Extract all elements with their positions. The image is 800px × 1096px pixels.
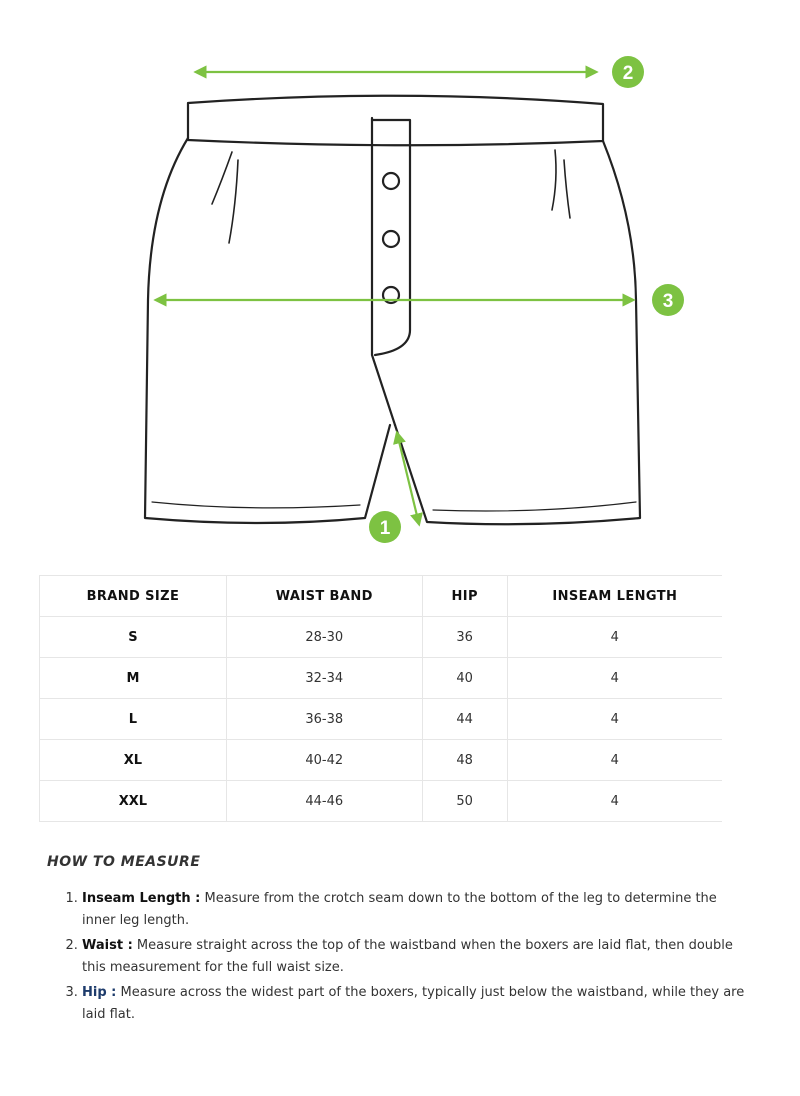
cell-waist-band: 32-34 bbox=[226, 658, 422, 699]
table-row bbox=[40, 617, 723, 658]
term-hip: Hip : bbox=[82, 985, 117, 1000]
table-row bbox=[40, 658, 723, 699]
table-row bbox=[40, 740, 723, 781]
header-hip: HIP bbox=[422, 576, 507, 617]
cell-waist-band: 40-42 bbox=[226, 740, 422, 781]
svg-text:2: 2 bbox=[622, 63, 634, 84]
cell-waist-band: 44-46 bbox=[226, 781, 422, 822]
svg-text:3: 3 bbox=[662, 291, 674, 312]
term-inseam-length: Inseam Length : bbox=[82, 891, 201, 906]
cell-brand-size: L bbox=[40, 699, 227, 740]
cell-hip: 48 bbox=[422, 740, 507, 781]
button-circle-1 bbox=[383, 173, 399, 189]
cell-inseam-length: 4 bbox=[507, 781, 722, 822]
table-row bbox=[40, 781, 723, 822]
desc-inseam-length: Measure from the crotch seam down to the bottom of the leg to determine the inner leg length. bbox=[82, 891, 717, 928]
header-waist-band: WAIST BAND bbox=[226, 576, 422, 617]
cell-brand-size: S bbox=[40, 617, 227, 658]
cell-brand-size: XL bbox=[40, 740, 227, 781]
cell-inseam-length: 4 bbox=[507, 658, 722, 699]
cell-waist-band: 36-38 bbox=[226, 699, 422, 740]
measure-instructions-list bbox=[62, 888, 754, 1029]
cell-brand-size: XXL bbox=[40, 781, 227, 822]
how-to-measure-heading: HOW TO MEASURE bbox=[47, 854, 201, 870]
button-circle-2 bbox=[383, 231, 399, 247]
cell-waist-band: 28-30 bbox=[226, 617, 422, 658]
cell-hip: 36 bbox=[422, 617, 507, 658]
list-item-hip bbox=[82, 982, 754, 1026]
cell-hip: 50 bbox=[422, 781, 507, 822]
table-row bbox=[40, 699, 723, 740]
marker-2 bbox=[612, 56, 644, 88]
header-brand-size: BRAND SIZE bbox=[40, 576, 227, 617]
header-inseam-length: INSEAM LENGTH bbox=[507, 576, 722, 617]
inseam-arrow bbox=[397, 433, 419, 524]
cell-inseam-length: 4 bbox=[507, 617, 722, 658]
cell-hip: 40 bbox=[422, 658, 507, 699]
desc-hip: Measure across the widest part of the boxers, typically just below the waistband, while they are laid flat. bbox=[82, 985, 745, 1022]
cell-hip: 44 bbox=[422, 699, 507, 740]
cell-inseam-length: 4 bbox=[507, 740, 722, 781]
cell-brand-size: M bbox=[40, 658, 227, 699]
desc-waist: Measure straight across the top of the waistband when the boxers are laid flat, then double this measurement for the full waist size. bbox=[82, 938, 733, 975]
cell-inseam-length: 4 bbox=[507, 699, 722, 740]
list-item-waist bbox=[82, 935, 754, 979]
marker-3 bbox=[652, 284, 684, 316]
marker-1 bbox=[369, 511, 401, 543]
shorts-outline bbox=[145, 96, 640, 525]
size-chart-table bbox=[39, 575, 722, 822]
term-waist: Waist : bbox=[82, 938, 133, 953]
table-header-row bbox=[40, 576, 723, 617]
list-item-inseam bbox=[82, 888, 754, 932]
svg-text:1: 1 bbox=[379, 518, 391, 539]
